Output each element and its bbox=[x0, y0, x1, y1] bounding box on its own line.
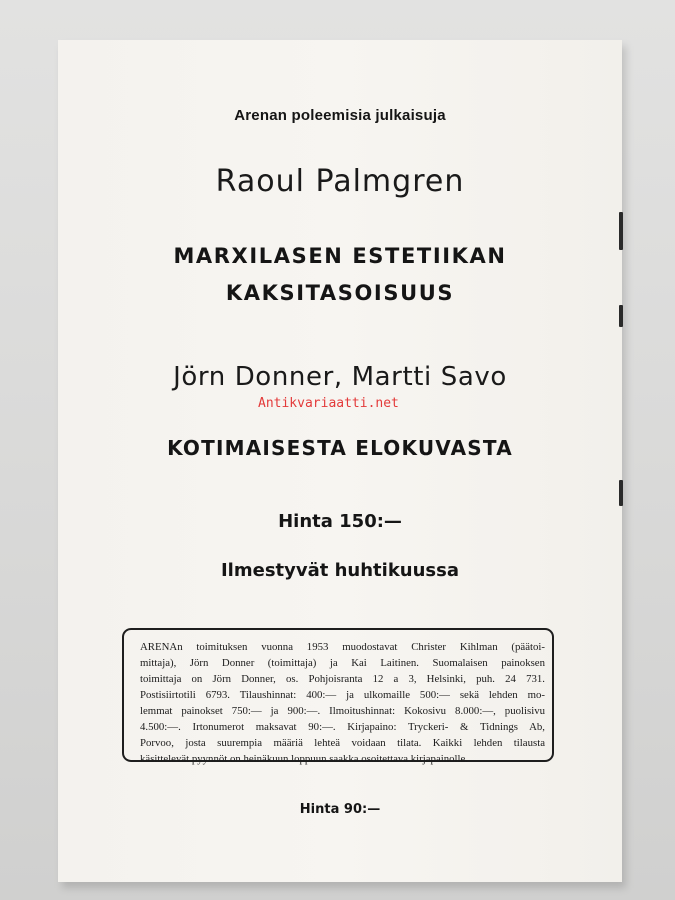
price-90: Hinta 90:— bbox=[299, 802, 381, 817]
info-box-line: toimittaja on Jörn Donner, os. Pohjoisranta 12 a 3, Helsinki, puh. 24 731. bbox=[140, 673, 545, 685]
price-150: Hinta 150:— bbox=[278, 511, 402, 532]
series-heading: Arenan poleemisia julkaisuja bbox=[234, 107, 446, 124]
info-box-line: Postisiirtotili 6793. Tilaushinnat: 400:— ja ulkomaille 500:— sekä lehden mo- bbox=[140, 689, 545, 701]
info-box-line: Porvoo, josta suurempia määriä lehteä voidaan tilata. Kaikki lehden tilausta bbox=[140, 737, 545, 749]
info-box-line: käsittelevät pyynnöt on heinäkuun loppuun saakka osoitettava kirjapainolle. bbox=[140, 753, 469, 765]
title-line-2: KAKSITASOISUUS bbox=[225, 281, 455, 305]
page-edge-mark bbox=[619, 305, 623, 327]
info-box-line: 4.500:—. Irtonumerot maksavat 90:—. Kirjapaino: Tryckeri- & Tidnings Ab, bbox=[140, 721, 545, 733]
info-box-line: mittaja), Jörn Donner (toimittaja) ja Kai Laitinen. Suomalaisen painoksen bbox=[140, 657, 545, 669]
author-palmgren: Raoul Palmgren bbox=[215, 164, 465, 199]
authors-donner-savo: Jörn Donner, Martti Savo bbox=[173, 362, 507, 392]
title-elokuvasta: KOTIMAISESTA ELOKUVASTA bbox=[167, 436, 513, 460]
release-note: Ilmestyvät huhtikuussa bbox=[220, 560, 460, 581]
title-line-1: MARXILASEN ESTETIIKAN bbox=[173, 244, 507, 268]
info-box-line: ARENAn toimituksen vuonna 1953 muodostavat Christer Kihlman (päätoi- bbox=[140, 641, 545, 653]
page-edge-mark bbox=[619, 480, 623, 506]
watermark: Antikvariaatti.net bbox=[258, 396, 399, 411]
info-box-line: lemmat painokset 750:— ja 900:—. Ilmoitushinnat: Kokosivu 8.000:—, puolisivu bbox=[140, 705, 545, 717]
